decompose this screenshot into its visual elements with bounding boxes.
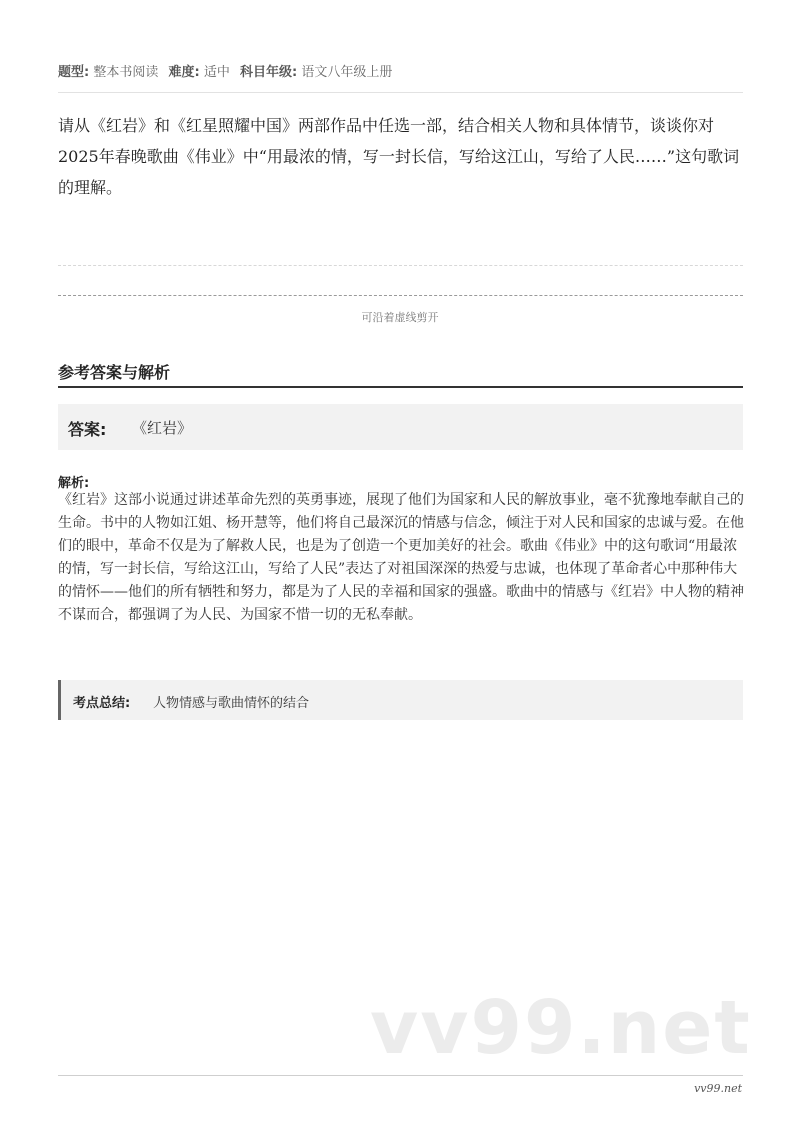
section-divider <box>58 386 743 388</box>
analysis-label: 解析: <box>58 476 90 491</box>
subject-label: 科目年级: <box>240 65 298 80</box>
footer-site: vv99.net <box>694 1082 742 1095</box>
cut-dashed-line <box>58 295 743 296</box>
answer-value: 《红岩》 <box>132 419 193 437</box>
summary-value: 人物情感与歌曲情怀的结合 <box>153 696 310 711</box>
cut-hint: 可沿着虚线剪开 <box>361 311 439 324</box>
question-text: 请从《红岩》和《红星照耀中国》两部作品中任选一部，结合相关人物和具体情节，谈谈你对2025年春晚歌曲《伟业》中“用最浓的情，写一封长信，写给这江山，写给了人民……”这句歌词的理解。 <box>58 116 740 197</box>
meta-divider <box>58 92 743 93</box>
solution-section-title: 参考答案与解析 <box>58 363 171 382</box>
type-value: 整本书阅读 <box>93 65 159 80</box>
subject-value: 语文八年级上册 <box>301 65 393 80</box>
answer-box <box>58 404 743 450</box>
footer-divider <box>58 1075 743 1076</box>
question-meta <box>58 64 743 82</box>
answer-label: 答案: <box>68 420 107 439</box>
summary-box <box>58 680 743 720</box>
type-label: 题型: <box>58 65 90 80</box>
answer-blank-line <box>58 265 743 266</box>
summary-label: 考点总结: <box>73 696 131 711</box>
watermark: vv99.net <box>370 985 752 1071</box>
difficulty-label: 难度: <box>168 65 200 80</box>
difficulty-value: 适中 <box>203 65 230 80</box>
analysis-text: 《红岩》这部小说通过讲述革命先烈的英勇事迹，展现了他们为国家和人民的解放事业，毫不犹豫地奉献自己的生命。书中的人物如江姐、杨开慧等，他们将自己最深沉的情感与信念，倾注于对人民和国家的忠诚与爱。在他们的眼中，革命不仅是为了解救人民，也是为了创造一个更加美好的社会。歌曲《伟业》中的这句歌词“用最浓的情，写一封长信，写给这江山，写给了人民”表达了对祖国深深的热爱与忠诚，也体现了革命者心中那种伟大的情怀——他们的所有牺牲和努力，都是为了人民的幸福和国家的强盛。歌曲中的情感与《红岩》中人物的精神不谋而合，都强调了为人民、为国家不惜一切的无私奉献。 <box>58 492 744 623</box>
